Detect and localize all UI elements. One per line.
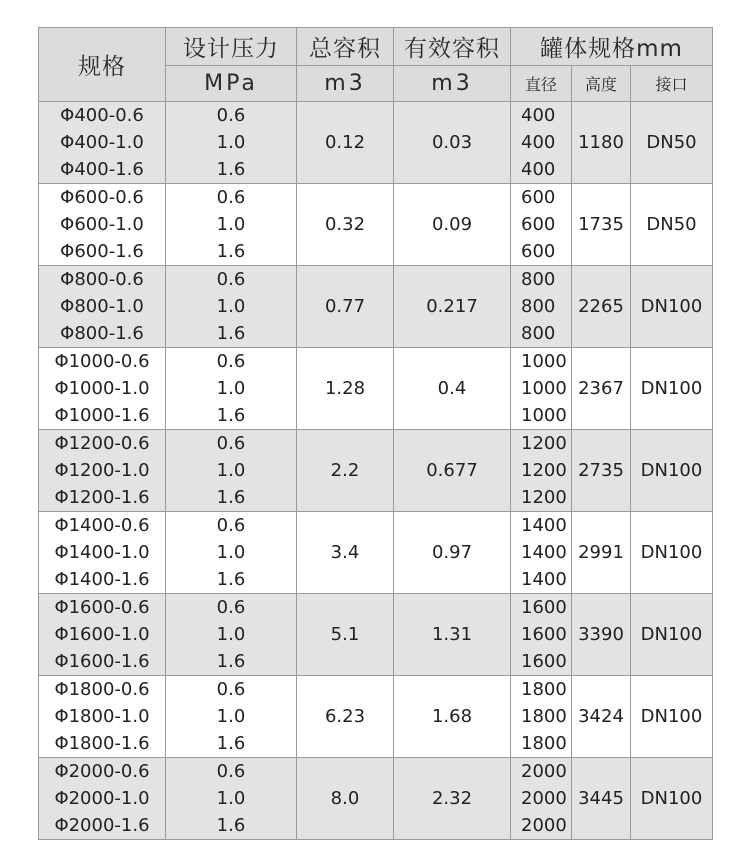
port-cell: DN100 bbox=[631, 594, 713, 676]
spec-cell bbox=[39, 266, 166, 348]
header-design-pressure: 设计压力 bbox=[166, 28, 297, 66]
height-cell: 1735 bbox=[572, 184, 631, 266]
diameter-cell-value: 2000 bbox=[521, 815, 567, 836]
pressure-cell-value: 0.6 bbox=[216, 679, 246, 700]
spec-cell-value: Φ2000-0.6 bbox=[54, 761, 150, 782]
diameter-cell-value: 1200 bbox=[521, 433, 567, 454]
pressure-cell bbox=[166, 184, 297, 266]
pressure-cell-value: 1.6 bbox=[216, 651, 246, 672]
spec-cell bbox=[39, 512, 166, 594]
diameter-cell-value: 400 bbox=[521, 132, 556, 153]
diameter-cell-value: 1600 bbox=[521, 624, 567, 645]
diameter-cell-value: 1800 bbox=[521, 733, 567, 754]
height-cell: 2735 bbox=[572, 430, 631, 512]
port-cell: DN100 bbox=[631, 758, 713, 840]
total-volume-cell: 8.0 bbox=[297, 758, 394, 840]
port-cell: DN100 bbox=[631, 512, 713, 594]
pressure-cell-value: 1.0 bbox=[216, 214, 246, 235]
spec-cell-value: Φ1000-0.6 bbox=[54, 351, 150, 372]
port-cell: DN100 bbox=[631, 266, 713, 348]
effective-volume-cell: 1.31 bbox=[394, 594, 511, 676]
pressure-cell-value: 1.6 bbox=[216, 733, 246, 754]
spec-cell-value: Φ1400-0.6 bbox=[54, 515, 150, 536]
header-effective-volume-unit: m3 bbox=[394, 66, 511, 102]
pressure-cell-value: 1.0 bbox=[216, 132, 246, 153]
spec-cell bbox=[39, 758, 166, 840]
pressure-cell-value: 1.6 bbox=[216, 241, 246, 262]
diameter-cell bbox=[511, 266, 572, 348]
effective-volume-cell: 0.4 bbox=[394, 348, 511, 430]
spec-cell-value: Φ400-1.0 bbox=[60, 132, 144, 153]
total-volume-cell: 0.77 bbox=[297, 266, 394, 348]
pressure-cell-value: 1.6 bbox=[216, 815, 246, 836]
spec-cell-value: Φ1800-0.6 bbox=[54, 679, 150, 700]
table-row bbox=[39, 348, 713, 430]
diameter-cell-value: 1200 bbox=[521, 487, 567, 508]
diameter-cell-value: 2000 bbox=[521, 761, 567, 782]
diameter-cell-value: 1800 bbox=[521, 679, 567, 700]
pressure-cell-value: 1.6 bbox=[216, 159, 246, 180]
spec-table bbox=[38, 27, 713, 840]
pressure-cell-value: 0.6 bbox=[216, 187, 246, 208]
header-tank-spec: 罐体规格mm bbox=[511, 28, 713, 66]
pressure-cell-value: 0.6 bbox=[216, 105, 246, 126]
port-cell: DN50 bbox=[631, 184, 713, 266]
total-volume-cell: 5.1 bbox=[297, 594, 394, 676]
table-row bbox=[39, 512, 713, 594]
pressure-cell-value: 0.6 bbox=[216, 433, 246, 454]
pressure-cell-value: 1.0 bbox=[216, 296, 246, 317]
pressure-cell-value: 1.0 bbox=[216, 460, 246, 481]
port-cell: DN100 bbox=[631, 430, 713, 512]
pressure-cell-value: 1.6 bbox=[216, 323, 246, 344]
pressure-cell-value: 0.6 bbox=[216, 515, 246, 536]
pressure-cell-value: 1.6 bbox=[216, 487, 246, 508]
spec-cell bbox=[39, 594, 166, 676]
diameter-cell-value: 600 bbox=[521, 187, 556, 208]
height-cell: 3445 bbox=[572, 758, 631, 840]
pressure-cell-value: 0.6 bbox=[216, 597, 246, 618]
height-cell: 2991 bbox=[572, 512, 631, 594]
pressure-cell bbox=[166, 266, 297, 348]
diameter-cell-value: 1800 bbox=[521, 706, 567, 727]
total-volume-cell: 1.28 bbox=[297, 348, 394, 430]
height-cell: 3390 bbox=[572, 594, 631, 676]
pressure-cell bbox=[166, 594, 297, 676]
spec-cell-value: Φ1600-1.6 bbox=[54, 651, 150, 672]
height-cell: 2265 bbox=[572, 266, 631, 348]
header-diameter: 直径 bbox=[511, 66, 572, 102]
diameter-cell-value: 1400 bbox=[521, 569, 567, 590]
total-volume-cell: 0.32 bbox=[297, 184, 394, 266]
header-total-volume: 总容积 bbox=[297, 28, 394, 66]
spec-cell bbox=[39, 102, 166, 184]
effective-volume-cell: 0.97 bbox=[394, 512, 511, 594]
spec-cell-value: Φ1600-1.0 bbox=[54, 624, 150, 645]
spec-cell-value: Φ1000-1.6 bbox=[54, 405, 150, 426]
diameter-cell-value: 400 bbox=[521, 159, 556, 180]
pressure-cell bbox=[166, 102, 297, 184]
table-row bbox=[39, 758, 713, 840]
header-spec: 规格 bbox=[39, 28, 166, 102]
diameter-cell-value: 400 bbox=[521, 105, 556, 126]
pressure-cell-value: 1.0 bbox=[216, 378, 246, 399]
diameter-cell-value: 1600 bbox=[521, 597, 567, 618]
spec-cell-value: Φ1800-1.6 bbox=[54, 733, 150, 754]
spec-cell-value: Φ2000-1.6 bbox=[54, 815, 150, 836]
spec-cell-value: Φ800-1.0 bbox=[60, 296, 144, 317]
header-port: 接口 bbox=[631, 66, 713, 102]
diameter-cell bbox=[511, 676, 572, 758]
spec-cell-value: Φ1200-0.6 bbox=[54, 433, 150, 454]
spec-cell-value: Φ1800-1.0 bbox=[54, 706, 150, 727]
pressure-cell-value: 0.6 bbox=[216, 761, 246, 782]
pressure-cell-value: 0.6 bbox=[216, 351, 246, 372]
header-pressure-unit: MPa bbox=[166, 66, 297, 102]
pressure-cell bbox=[166, 512, 297, 594]
diameter-cell bbox=[511, 430, 572, 512]
spec-cell bbox=[39, 184, 166, 266]
port-cell: DN100 bbox=[631, 348, 713, 430]
header-effective-volume: 有效容积 bbox=[394, 28, 511, 66]
total-volume-cell: 6.23 bbox=[297, 676, 394, 758]
table-row bbox=[39, 594, 713, 676]
pressure-cell-value: 1.0 bbox=[216, 542, 246, 563]
pressure-cell bbox=[166, 758, 297, 840]
port-cell: DN100 bbox=[631, 676, 713, 758]
spec-cell-value: Φ400-0.6 bbox=[60, 105, 144, 126]
table-row bbox=[39, 430, 713, 512]
spec-cell-value: Φ1200-1.6 bbox=[54, 487, 150, 508]
diameter-cell-value: 800 bbox=[521, 269, 556, 290]
diameter-cell-value: 1200 bbox=[521, 460, 567, 481]
spec-cell-value: Φ600-1.6 bbox=[60, 241, 144, 262]
effective-volume-cell: 0.03 bbox=[394, 102, 511, 184]
total-volume-cell: 0.12 bbox=[297, 102, 394, 184]
spec-cell-value: Φ1400-1.0 bbox=[54, 542, 150, 563]
effective-volume-cell: 0.217 bbox=[394, 266, 511, 348]
height-cell: 3424 bbox=[572, 676, 631, 758]
pressure-cell-value: 1.0 bbox=[216, 624, 246, 645]
diameter-cell-value: 1000 bbox=[521, 405, 567, 426]
spec-cell-value: Φ600-1.0 bbox=[60, 214, 144, 235]
diameter-cell bbox=[511, 348, 572, 430]
pressure-cell bbox=[166, 676, 297, 758]
pressure-cell bbox=[166, 430, 297, 512]
diameter-cell bbox=[511, 758, 572, 840]
spec-cell-value: Φ1600-0.6 bbox=[54, 597, 150, 618]
diameter-cell bbox=[511, 512, 572, 594]
diameter-cell-value: 2000 bbox=[521, 788, 567, 809]
pressure-cell-value: 0.6 bbox=[216, 269, 246, 290]
spec-cell-value: Φ800-1.6 bbox=[60, 323, 144, 344]
total-volume-cell: 3.4 bbox=[297, 512, 394, 594]
diameter-cell-value: 1400 bbox=[521, 542, 567, 563]
pressure-cell-value: 1.0 bbox=[216, 706, 246, 727]
effective-volume-cell: 0.677 bbox=[394, 430, 511, 512]
port-cell: DN50 bbox=[631, 102, 713, 184]
spec-cell bbox=[39, 348, 166, 430]
table-row bbox=[39, 184, 713, 266]
diameter-cell-value: 800 bbox=[521, 323, 556, 344]
spec-cell-value: Φ800-0.6 bbox=[60, 269, 144, 290]
header-height: 高度 bbox=[572, 66, 631, 102]
pressure-cell-value: 1.0 bbox=[216, 788, 246, 809]
table-row bbox=[39, 266, 713, 348]
header-total-volume-unit: m3 bbox=[297, 66, 394, 102]
table-body bbox=[39, 102, 713, 840]
table-row bbox=[39, 102, 713, 184]
spec-cell-value: Φ600-0.6 bbox=[60, 187, 144, 208]
diameter-cell bbox=[511, 102, 572, 184]
spec-cell-value: Φ400-1.6 bbox=[60, 159, 144, 180]
diameter-cell-value: 1400 bbox=[521, 515, 567, 536]
diameter-cell-value: 600 bbox=[521, 214, 556, 235]
diameter-cell bbox=[511, 594, 572, 676]
diameter-cell-value: 1000 bbox=[521, 378, 567, 399]
spec-cell-value: Φ2000-1.0 bbox=[54, 788, 150, 809]
spec-cell-value: Φ1000-1.0 bbox=[54, 378, 150, 399]
spec-cell bbox=[39, 676, 166, 758]
pressure-cell-value: 1.6 bbox=[216, 569, 246, 590]
total-volume-cell: 2.2 bbox=[297, 430, 394, 512]
table-row bbox=[39, 676, 713, 758]
height-cell: 2367 bbox=[572, 348, 631, 430]
diameter-cell-value: 600 bbox=[521, 241, 556, 262]
diameter-cell bbox=[511, 184, 572, 266]
height-cell: 1180 bbox=[572, 102, 631, 184]
spec-cell bbox=[39, 430, 166, 512]
pressure-cell bbox=[166, 348, 297, 430]
diameter-cell-value: 1600 bbox=[521, 651, 567, 672]
diameter-cell-value: 1000 bbox=[521, 351, 567, 372]
spec-cell-value: Φ1400-1.6 bbox=[54, 569, 150, 590]
effective-volume-cell: 2.32 bbox=[394, 758, 511, 840]
diameter-cell-value: 800 bbox=[521, 296, 556, 317]
pressure-cell-value: 1.6 bbox=[216, 405, 246, 426]
effective-volume-cell: 0.09 bbox=[394, 184, 511, 266]
spec-cell-value: Φ1200-1.0 bbox=[54, 460, 150, 481]
effective-volume-cell: 1.68 bbox=[394, 676, 511, 758]
